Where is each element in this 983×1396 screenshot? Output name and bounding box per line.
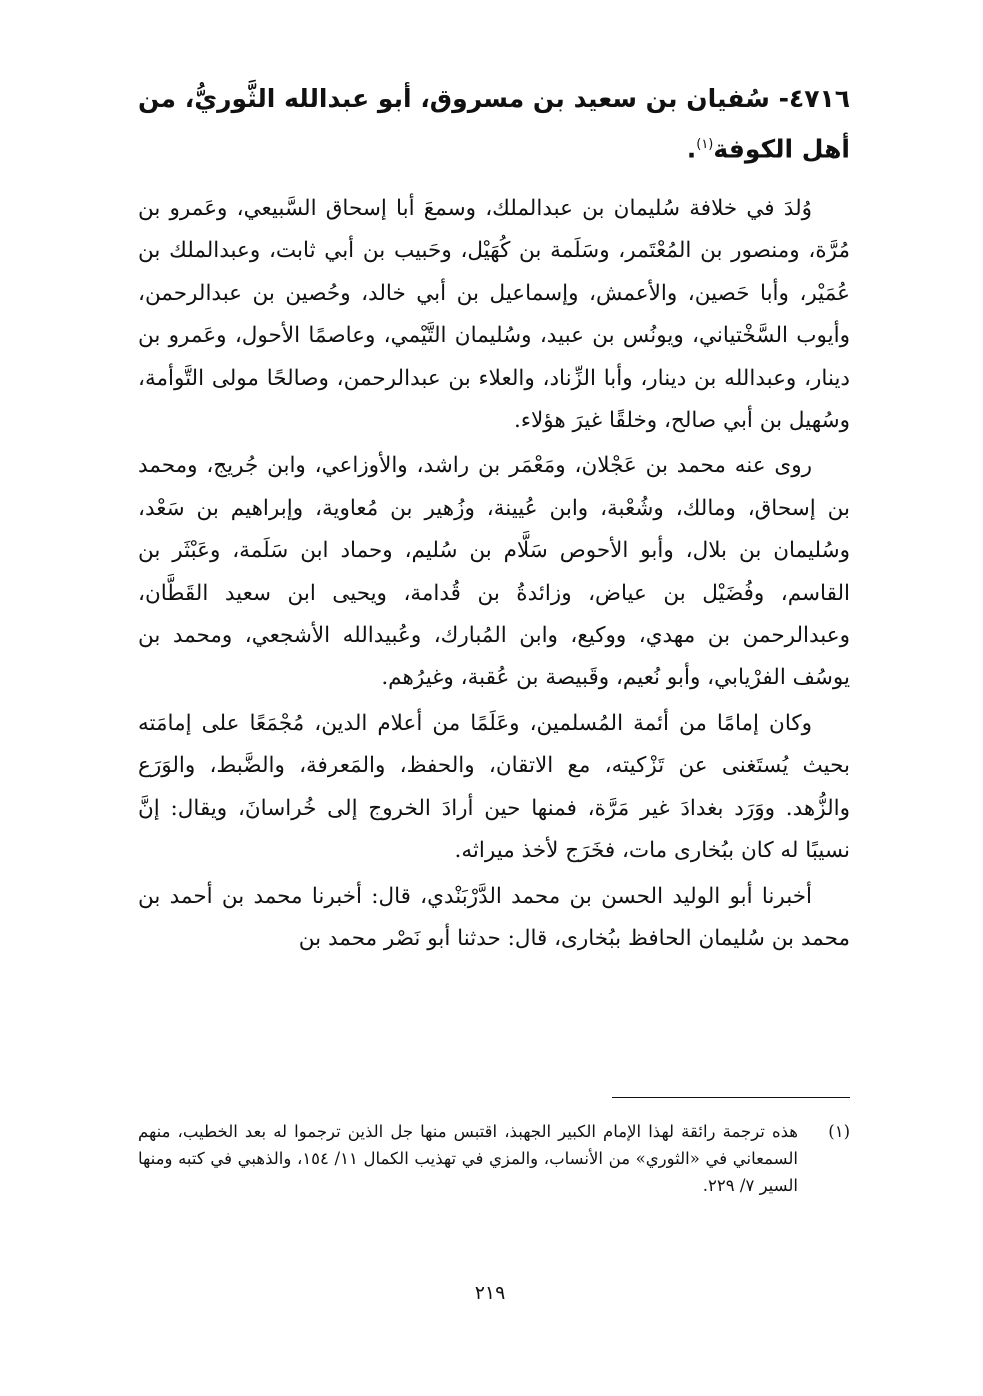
- entry-heading: [138, 76, 850, 172]
- entry-heading-text: ٤٧١٦- سُفيان بن سعيد بن مسروق، أبو عبدالله الثَّوريُّ، من أهل الكوفة: [138, 84, 850, 164]
- footnote-text: هذه ترجمة رائقة لهذا الإمام الكبير الجهبذ، اقتبس منها جل الذين ترجموا له بعد الخطيب، منهم السمعاني في «الثوري» من الأنساب، والمزي في تهذيب الكمال ١١/ ١٥٤، والذهبي في كتبه ومنها السير ٧/ ٢٢٩.: [138, 1122, 798, 1195]
- footnote-item: [138, 1118, 850, 1199]
- paragraph-status: وكان إمامًا من أئمة المُسلمين، وعَلَمًا من أعلام الدين، مُجْمَعًا على إمامَته بحيث يُستَغنى عن تَزْكيته، مع الاتقان، والحفظ، والمَعرفة، والضَّبط، والوَرَع والزُّهد. ووَرَد بغدادَ غير مَرَّة، فمنها حين أرادَ الخروج إلى خُراسانَ، ويقال: إنَّ نسيبًا له كان ببُخارى مات، فخَرَج لأخذ ميراثه.: [138, 710, 850, 864]
- paragraph-students: روى عنه محمد بن عَجْلان، ومَعْمَر بن راشد، والأوزاعي، وابن جُريج، ومحمد بن إسحاق، ومالك، وشُعْبة، وابن عُيينة، وزُهير بن مُعاوية، وإبراهيم بن سَعْد، وسُليمان بن بلال، وأبو الأحوص سَلَّام بن سُليم، وحماد ابن سَلَمة، وعَبْثَر بن القاسم، وفُضَيْل بن عياض، وزائدةُ بن قُدامة، ويحيى ابن سعيد القَطَّان، وعبدالرحمن بن مهدي، ووكيع، وابن المُبارك، وعُبيدالله الأشجعي، ومحمد بن يوسُف الفرْيابي، وأبو نُعيم، وقَبيصة بن عُقبة، وغيرُهم.: [138, 453, 850, 691]
- footnote-reference[interactable]: (١): [696, 137, 714, 152]
- paragraph-birth-and-teachers: وُلدَ في خلافة سُليمان بن عبدالملك، وسمعَ أبا إسحاق السَّبيعي، وعَمرو بن مُرَّة، ومنصور بن المُعْتَمر، وسَلَمة بن كُهَيْل، وحَبيب بن أبي ثابت، وعبدالملك بن عُمَيْر، وأبا حَصين، والأعمش، وإسماعيل بن أبي خالد، وحُصين بن عبدالرحمن، وأيوب السَّخْتياني، ويونُس بن عبيد، وسُليمان التَّيْمي، وعاصمًا الأحول، وعَمرو بن دينار، وعبدالله بن دينار، وأبا الزِّناد، والعلاء بن عبدالرحمن، وصالحًا مولى التَّوأمة، وسُهيل بن أبي صالح، وخلقًا غيرَ هؤلاء.: [138, 196, 850, 434]
- footnote-number: (١): [828, 1122, 850, 1141]
- paragraph-chain-of-narration: أخبرنا أبو الوليد الحسن بن محمد الدَّرْبَنْدي، قال: أخبرنا محمد بن أحمد بن محمد بن سُليمان الحافظ ببُخارى، قال: حدثنا أبو نَصْر محمد بن: [138, 883, 850, 951]
- body-text: [138, 188, 850, 963]
- page-number: ٢١٩: [474, 1282, 506, 1304]
- footnotes: [138, 1118, 850, 1199]
- footnote-divider: [612, 1097, 850, 1098]
- entry-heading-end: .: [686, 134, 697, 164]
